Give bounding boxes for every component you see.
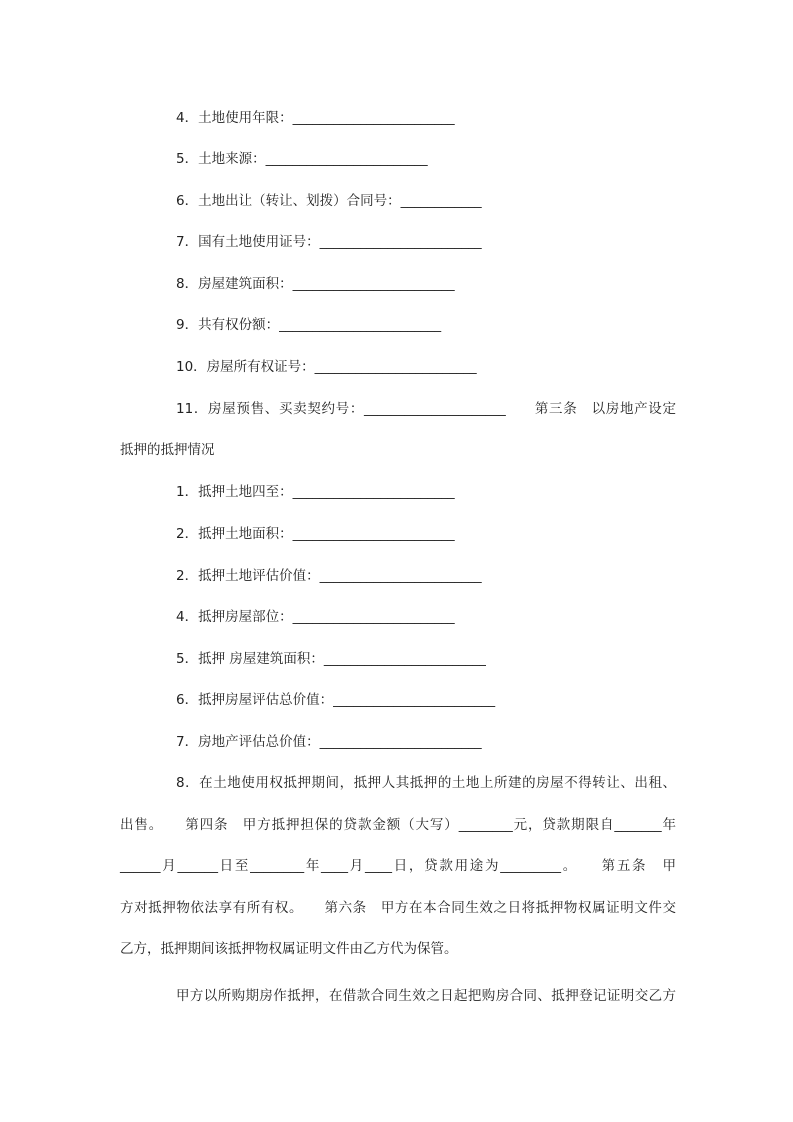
mortgage-house-area-line: 5．抵押 房屋建筑面积：________________________ [176, 651, 486, 667]
land-transfer-contract-line: 6．土地出让（转让、划拨）合同号：____________ [176, 193, 482, 209]
house-ownership-cert-line: 10．房屋所有权证号：________________________ [176, 359, 477, 375]
land-use-term-line: 4．土地使用年限：________________________ [176, 110, 455, 126]
land-use-cert-line: 7．国有土地使用证号：________________________ [176, 234, 482, 250]
building-area-line: 8．房屋建筑面积：________________________ [176, 276, 455, 292]
article-6-continuation: 乙方，抵押期间该抵押物权属证明文件由乙方代为保管。 [120, 941, 458, 957]
shared-ownership-line: 9．共有权份额：________________________ [176, 317, 442, 333]
mortgage-land-boundary-line: 1．抵押土地四至：________________________ [176, 484, 455, 500]
mortgage-house-value-line: 6．抵押房屋评估总价值：________________________ [176, 692, 496, 708]
presale-contract-line: 11．房屋预售、买卖契约号：_____________________ 第三条 以房地产设定 [176, 401, 676, 417]
mortgage-house-location-line: 4．抵押房屋部位：________________________ [176, 609, 455, 625]
real-estate-value-line: 7．房地产评估总价值：________________________ [176, 734, 482, 750]
article-4-line-2: ______月______日至________年____月____日，贷款用途为_________。 第五条 甲 [120, 858, 676, 874]
mortgage-land-value-line: 2．抵押土地评估价值：________________________ [176, 568, 482, 584]
article-4-line-1: 出售。 第四条 甲方抵押担保的贷款金额（大写）________元，贷款期限自_______年 [120, 817, 676, 833]
article-3-continuation: 抵押的抵押情况 [120, 442, 215, 458]
final-paragraph-line: 甲方以所购期房作抵押，在借款合同生效之日起把购房合同、抵押登记证明交乙方 [176, 988, 676, 1004]
article-5-6-line: 方对抵押物依法享有所有权。 第六条 甲方在本合同生效之日将抵押物权属证明文件交 [120, 900, 676, 916]
clause-8-line: 8．在土地使用权抵押期间，抵押人其抵押的土地上所建的房屋不得转让、出租、 [176, 775, 676, 791]
mortgage-land-area-line: 2．抵押土地面积：________________________ [176, 526, 455, 542]
land-source-line: 5．土地来源：________________________ [176, 151, 428, 167]
